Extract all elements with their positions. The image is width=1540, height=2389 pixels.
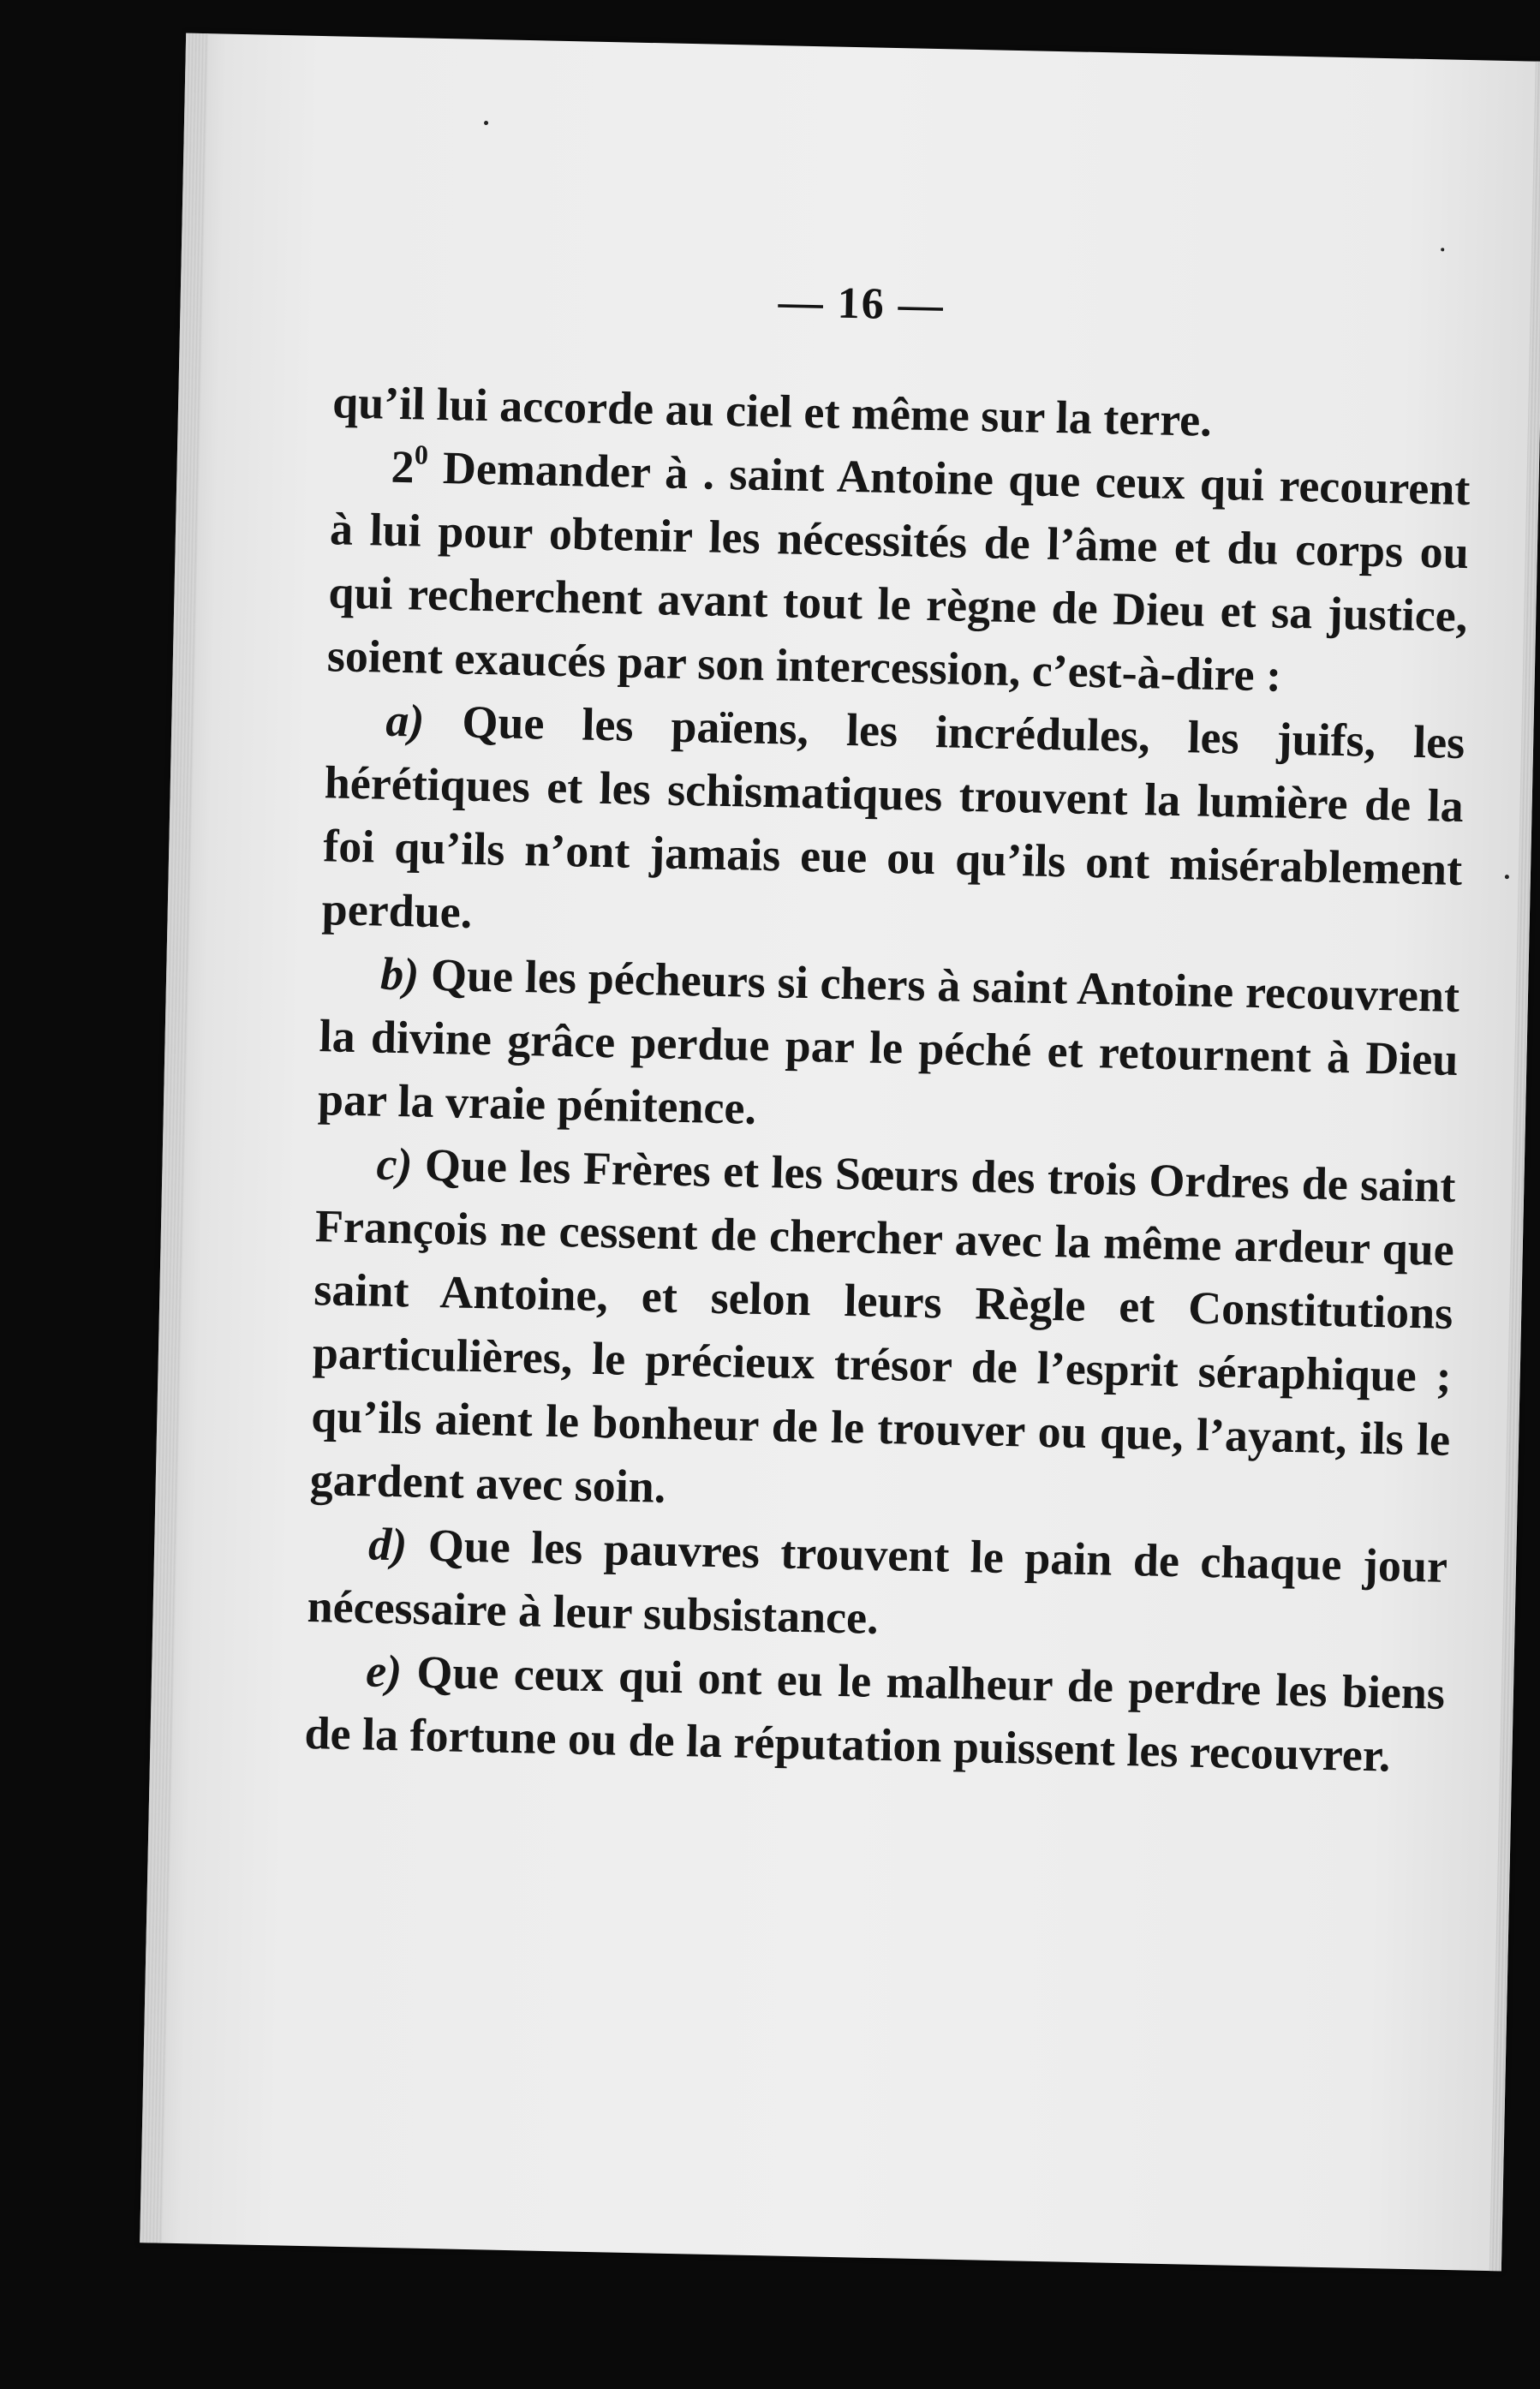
dust-speck (484, 121, 488, 125)
item-letter: d) (367, 1518, 408, 1571)
paragraph-item-a (321, 687, 1465, 965)
paragraph-text: Que les païens, les incrédules, les juifs, les hérétiques et les schismatiques trouvent la lumière de la foi qu’ils n’ont jamais eue ou qu’ils ont misérablement perdue. (321, 695, 1465, 938)
point-number: 2 (391, 440, 415, 493)
page-number: — 16 — (778, 278, 946, 331)
paragraph-text: Que les Frères et les Sœurs des trois Ordres de saint François ne cessent de chercher avec la même ardeur que saint Antoine, et selon leurs Règle et Constitutions particulières, le précieux trésor de l’esprit séraphique ; qu’ils aient le bonheur de le trouver ou que, l’ayant, ils le gardent avec soin. (309, 1138, 1456, 1513)
book-page (140, 33, 1540, 2272)
paragraph-text: Que les pécheurs si chers à saint Antoine recouvrent la divine grâce perdue par le péché et retournent à Dieu par la vraie pénitence. (317, 948, 1460, 1134)
item-letter: a) (385, 694, 426, 747)
paragraph-item-c (309, 1131, 1456, 1535)
item-letter: c) (375, 1138, 414, 1191)
paragraph-text: qu’il lui accorde au ciel et même sur la terre. (331, 376, 1213, 446)
paragraph-text: Que les pauvres trouvent le pain de chaque jour nécessaire à leur subsistance. (307, 1519, 1448, 1644)
item-letter: b) (379, 947, 420, 1000)
paragraph-text: Demander à . saint Antoine que ceux qui recourent à lui pour obtenir les nécessités de l’âme et du corps ou qui recherchent avant tout le règne de Dieu et sa justice, soient exaucés par son intercession, c’est-à-dire : (326, 441, 1471, 702)
paragraph-item-d (307, 1511, 1448, 1662)
point-degree-sign: 0 (414, 439, 429, 470)
paragraph-item-e (304, 1638, 1446, 1789)
paragraph-item-b (317, 941, 1459, 1155)
paragraph-point-2 (326, 433, 1471, 711)
dust-speck (1441, 248, 1444, 251)
dust-speck (1505, 875, 1509, 879)
paragraph-text: Que ceux qui ont eu le malheur de perdre les biens de la fortune ou de la réputation puissent les recouvrer. (304, 1645, 1446, 1782)
item-letter: e) (365, 1645, 403, 1698)
body-text (304, 370, 1472, 1788)
